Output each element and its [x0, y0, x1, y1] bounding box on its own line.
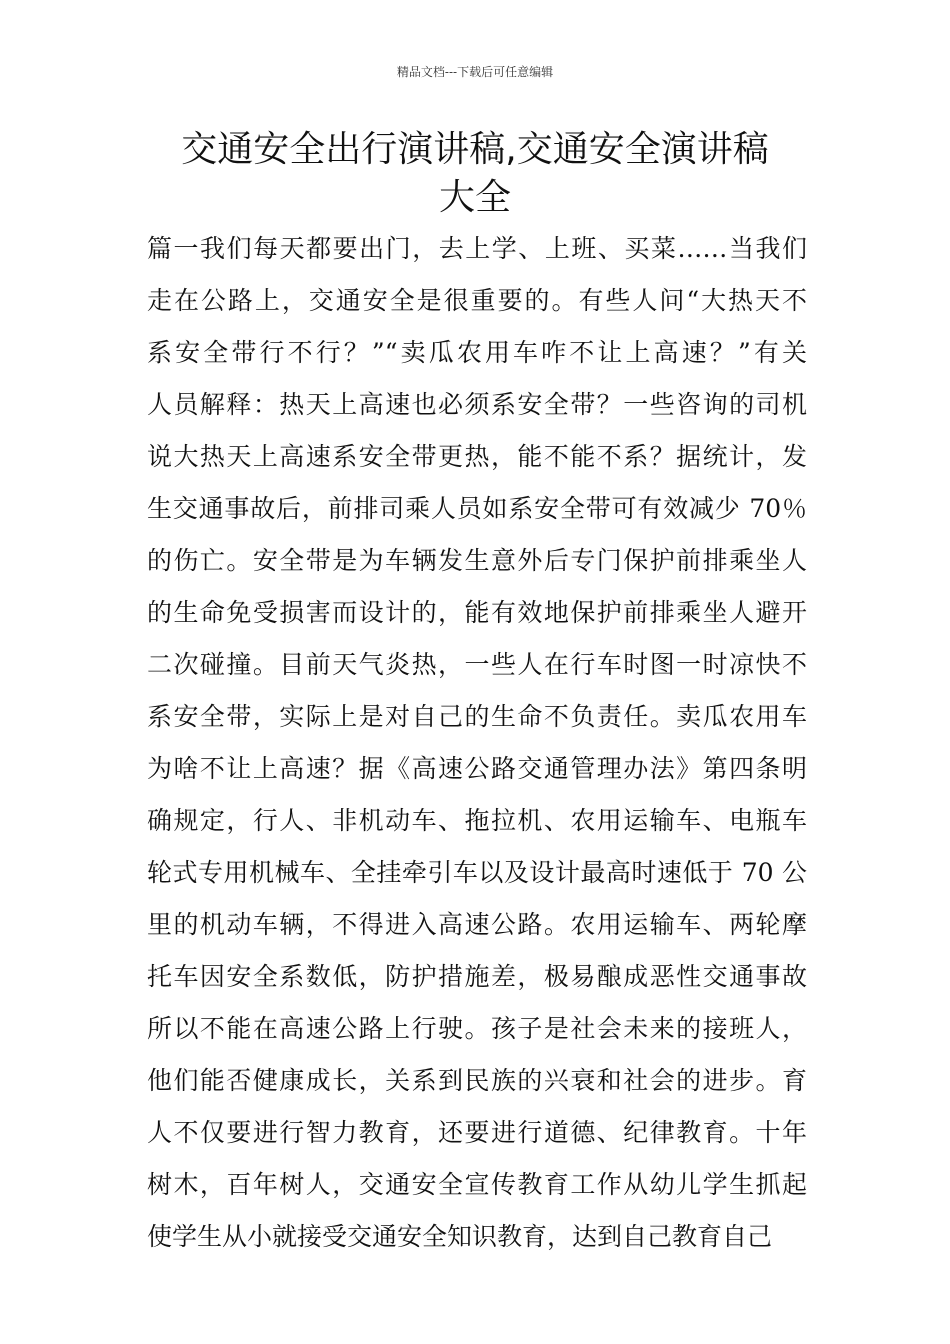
body-line: 系安全带，实际上是对自己的生命不负责任。卖瓜农用车 — [147, 702, 807, 731]
body-line: 人员解释：热天上高速也必须系安全带？一些咨询的司机 — [147, 390, 807, 419]
body-line: 为啥不让上高速？据《高速公路交通管理办法》第四条明 — [147, 754, 807, 783]
body-line: 托车因安全系数低，防护措施差，极易酿成恶性交通事故 — [147, 962, 807, 991]
body-line: 系安全带行不行？”“卖瓜农用车咋不让上高速？”有关 — [147, 338, 807, 367]
body-line: 人不仅要进行智力教育，还要进行道德、纪律教育。十年 — [147, 1118, 807, 1147]
body-line: 二次碰撞。目前天气炎热，一些人在行车时图一时凉快不 — [147, 650, 807, 679]
body-line: 确规定，行人、非机动车、拖拉机、农用运输车、电瓶车 — [147, 806, 807, 835]
body-line: 篇一我们每天都要出门，去上学、上班、买菜……当我们 — [147, 234, 807, 263]
body-line: 树木，百年树人，交通安全宣传教育工作从幼儿学生抓起 — [147, 1170, 807, 1199]
body-line: 说大热天上高速系安全带更热，能不能不系？据统计，发 — [147, 442, 807, 471]
title-line: 交通安全出行演讲稿,交通安全演讲稿 — [181, 129, 769, 170]
body-line: 的伤亡。安全带是为车辆发生意外后专门保护前排乘坐人 — [147, 546, 807, 575]
body-line: 他们能否健康成长，关系到民族的兴衰和社会的进步。育 — [147, 1066, 807, 1095]
body-line: 生交通事故后，前排司乘人员如系安全带可有效减少 70％ — [147, 494, 807, 523]
page-header: 精品文档---下载后可任意编辑 — [396, 65, 554, 79]
body-line: 的生命免受损害而设计的，能有效地保护前排乘坐人避开 — [147, 598, 807, 627]
body-line: 走在公路上，交通安全是很重要的。有些人问“大热天不 — [147, 286, 807, 315]
body-line: 轮式专用机械车、全挂牵引车以及设计最高时速低于 70 公 — [147, 858, 807, 887]
body-line: 使学生从小就接受交通安全知识教育，达到自己教育自己 — [147, 1222, 773, 1251]
title-line: 大全 — [438, 177, 511, 218]
body-line: 所以不能在高速公路上行驶。孩子是社会未来的接班人， — [147, 1014, 807, 1043]
document-title — [140, 126, 810, 222]
document-body — [147, 223, 807, 1263]
body-line: 里的机动车辆，不得进入高速公路。农用运输车、两轮摩 — [147, 910, 807, 939]
